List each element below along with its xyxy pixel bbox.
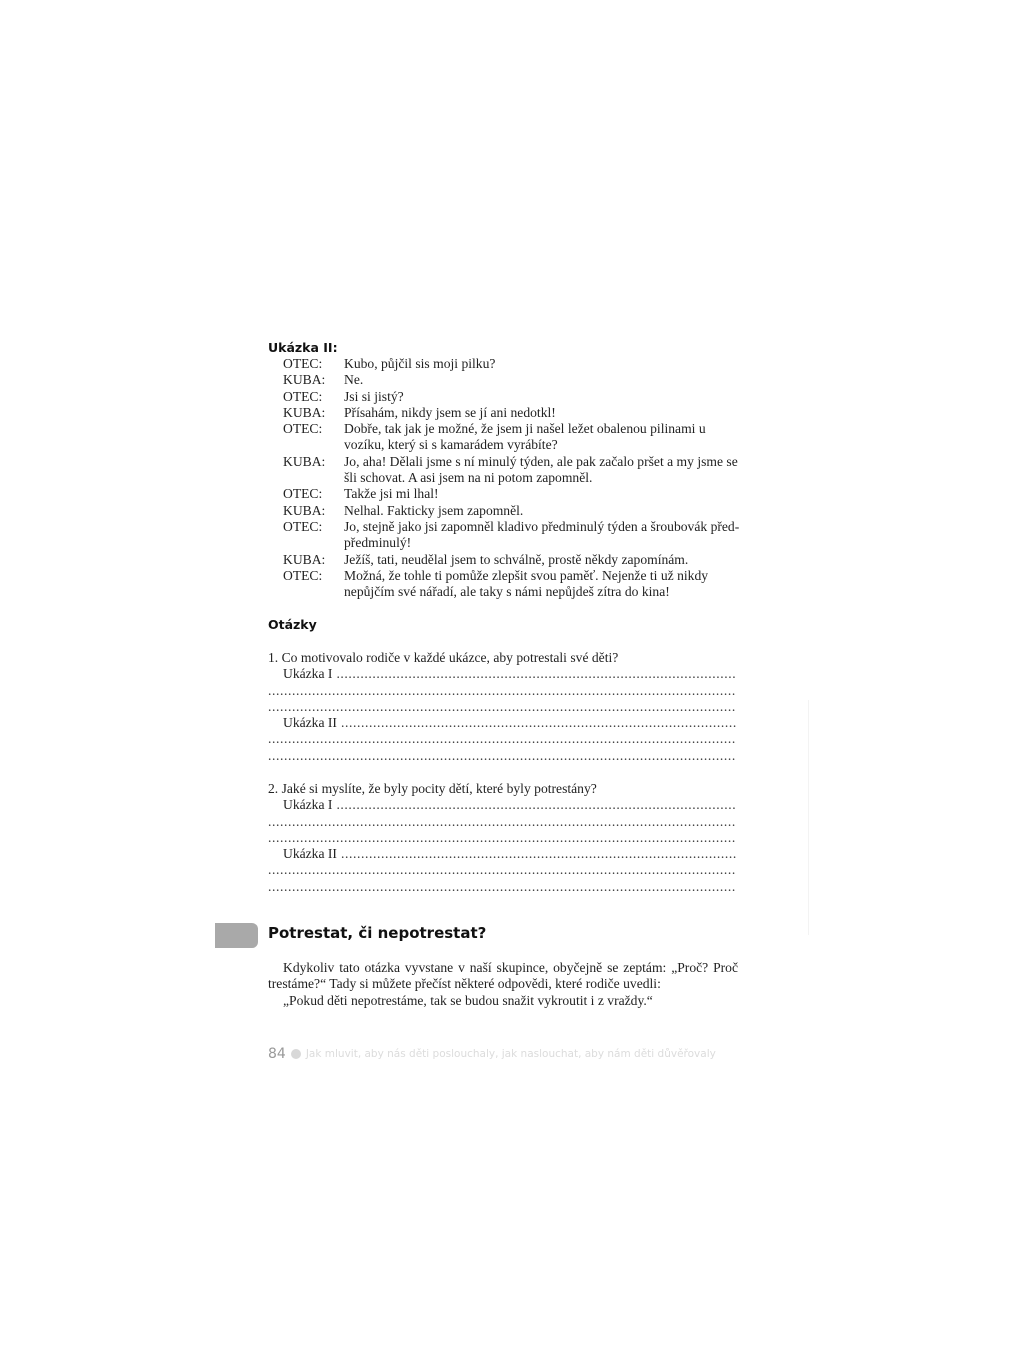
answer-line [268,830,736,846]
dialogue-turn [268,356,740,372]
answer-line [268,814,736,830]
dialogue-turn [268,519,740,552]
answer-line [268,748,736,764]
speaker-label: KUBA: [283,372,326,388]
dotted-line [336,797,736,813]
dialogue-line: Jo, aha! Dělali jsme s ní minulý týden, ale pak začalo pršet a my jsme se šli schovat. A asi jsem na ni potom zapomněl. [344,453,738,486]
answer-line [268,699,736,715]
speaker-label: KUBA: [283,404,326,420]
dialogue-line: Dobře, tak jak je možné, že jsem ji našel ležet obalenou pilinami u vozíku, který si s kamarádem vyrábíte? [344,421,706,453]
dotted-line [268,879,736,895]
dialogue-turn [268,552,740,568]
dialogue-turn [268,372,740,388]
dotted-line [268,814,736,830]
answer-label: Ukázka II [283,846,337,862]
dialogue-line: Jsi si jistý? [344,388,404,404]
question-1 [268,650,736,764]
dialogue-turn [268,486,740,502]
dialogue-turn [268,421,740,454]
answer-line [268,879,736,895]
dialogue-line: Kubo, půjčil sis moji pilku? [344,356,496,371]
answer-line [268,683,736,699]
dotted-line [268,731,736,747]
answer-label: Ukázka I [283,797,333,813]
dialogue [268,356,740,600]
speaker-label: OTEC: [283,486,323,502]
section-tab-marker [215,923,258,948]
speaker-label: KUBA: [283,453,326,469]
bullet-dot-icon [291,1049,301,1059]
dotted-line [268,830,736,846]
dotted-line [341,715,736,731]
questions-heading: Otázky [268,617,317,632]
page-edge-line [808,700,809,935]
dialogue-turn [268,405,740,421]
dialogue-turn [268,568,740,601]
answer-line [268,797,736,813]
sample-heading: Ukázka II: [268,340,338,355]
answer-line [268,715,736,731]
answer-line [268,846,736,862]
dialogue-line: Přísahám, nikdy jsem se jí ani nedotkl! [344,404,556,420]
answer-line [268,666,736,682]
speaker-label: OTEC: [283,421,323,437]
running-title: Jak mluvit, aby nás děti poslouchaly, jak naslouchat, aby nám děti důvěřovaly [305,1048,716,1060]
answer-line [268,731,736,747]
section-title: Potrestat, či nepotrestat? [268,924,487,942]
dialogue-line: Nelhal. Fakticky jsem zapomněl. [344,502,524,518]
speaker-label: KUBA: [283,551,326,567]
dialogue-turn [268,389,740,405]
speaker-label: OTEC: [283,518,323,534]
dialogue-turn [268,454,740,487]
dialogue-line: Jo, stejně jako jsi zapomněl kladivo předminulý týden a šroubovák před-předminulý! [344,518,740,551]
paragraph: Kdykoliv tato otázka vyvstane v naší skupince, obyčejně se zeptám: „Proč? Proč trestáme?“ Tady si můžete přečíst některé odpovědi, které rodiče uvedli: [268,960,738,992]
speaker-label: OTEC: [283,388,323,404]
dotted-line [268,699,736,715]
question-text: 1. Co motivovalo rodiče v každé ukázce, aby potrestali své děti? [268,650,619,665]
dialogue-line: Možná, že tohle ti pomůže zlepšit svou paměť. Nejenže ti už nikdy nepůjčím své nářadí, ale taky s námi nepůjdeš zítra do kina! [344,567,709,600]
dotted-line [268,748,736,764]
page-footer [268,1046,716,1062]
speaker-label: OTEC: [283,356,323,371]
body-text [268,960,738,1009]
question-2 [268,781,736,895]
dotted-line [336,666,736,682]
question-text: 2. Jaké si myslíte, že byly pocity dětí, které byly potrestány? [268,781,597,796]
dotted-line [268,683,736,699]
dotted-line [341,846,736,862]
dialogue-turn [268,503,740,519]
answer-line [268,862,736,878]
speaker-label: KUBA: [283,502,326,518]
quote-paragraph: „Pokud děti nepotrestáme, tak se budou snažit vykroutit i z vraždy.“ [283,992,653,1008]
speaker-label: OTEC: [283,567,323,583]
page-number: 84 [268,1046,286,1062]
dialogue-line: Takže jsi mi lhal! [344,486,439,502]
answer-label: Ukázka I [283,666,333,682]
dialogue-line: Ježíš, tati, neudělal jsem to schválně, prostě někdy zapomínám. [344,551,689,567]
dialogue-line: Ne. [344,372,364,388]
answer-label: Ukázka II [283,715,337,731]
dotted-line [268,862,736,878]
